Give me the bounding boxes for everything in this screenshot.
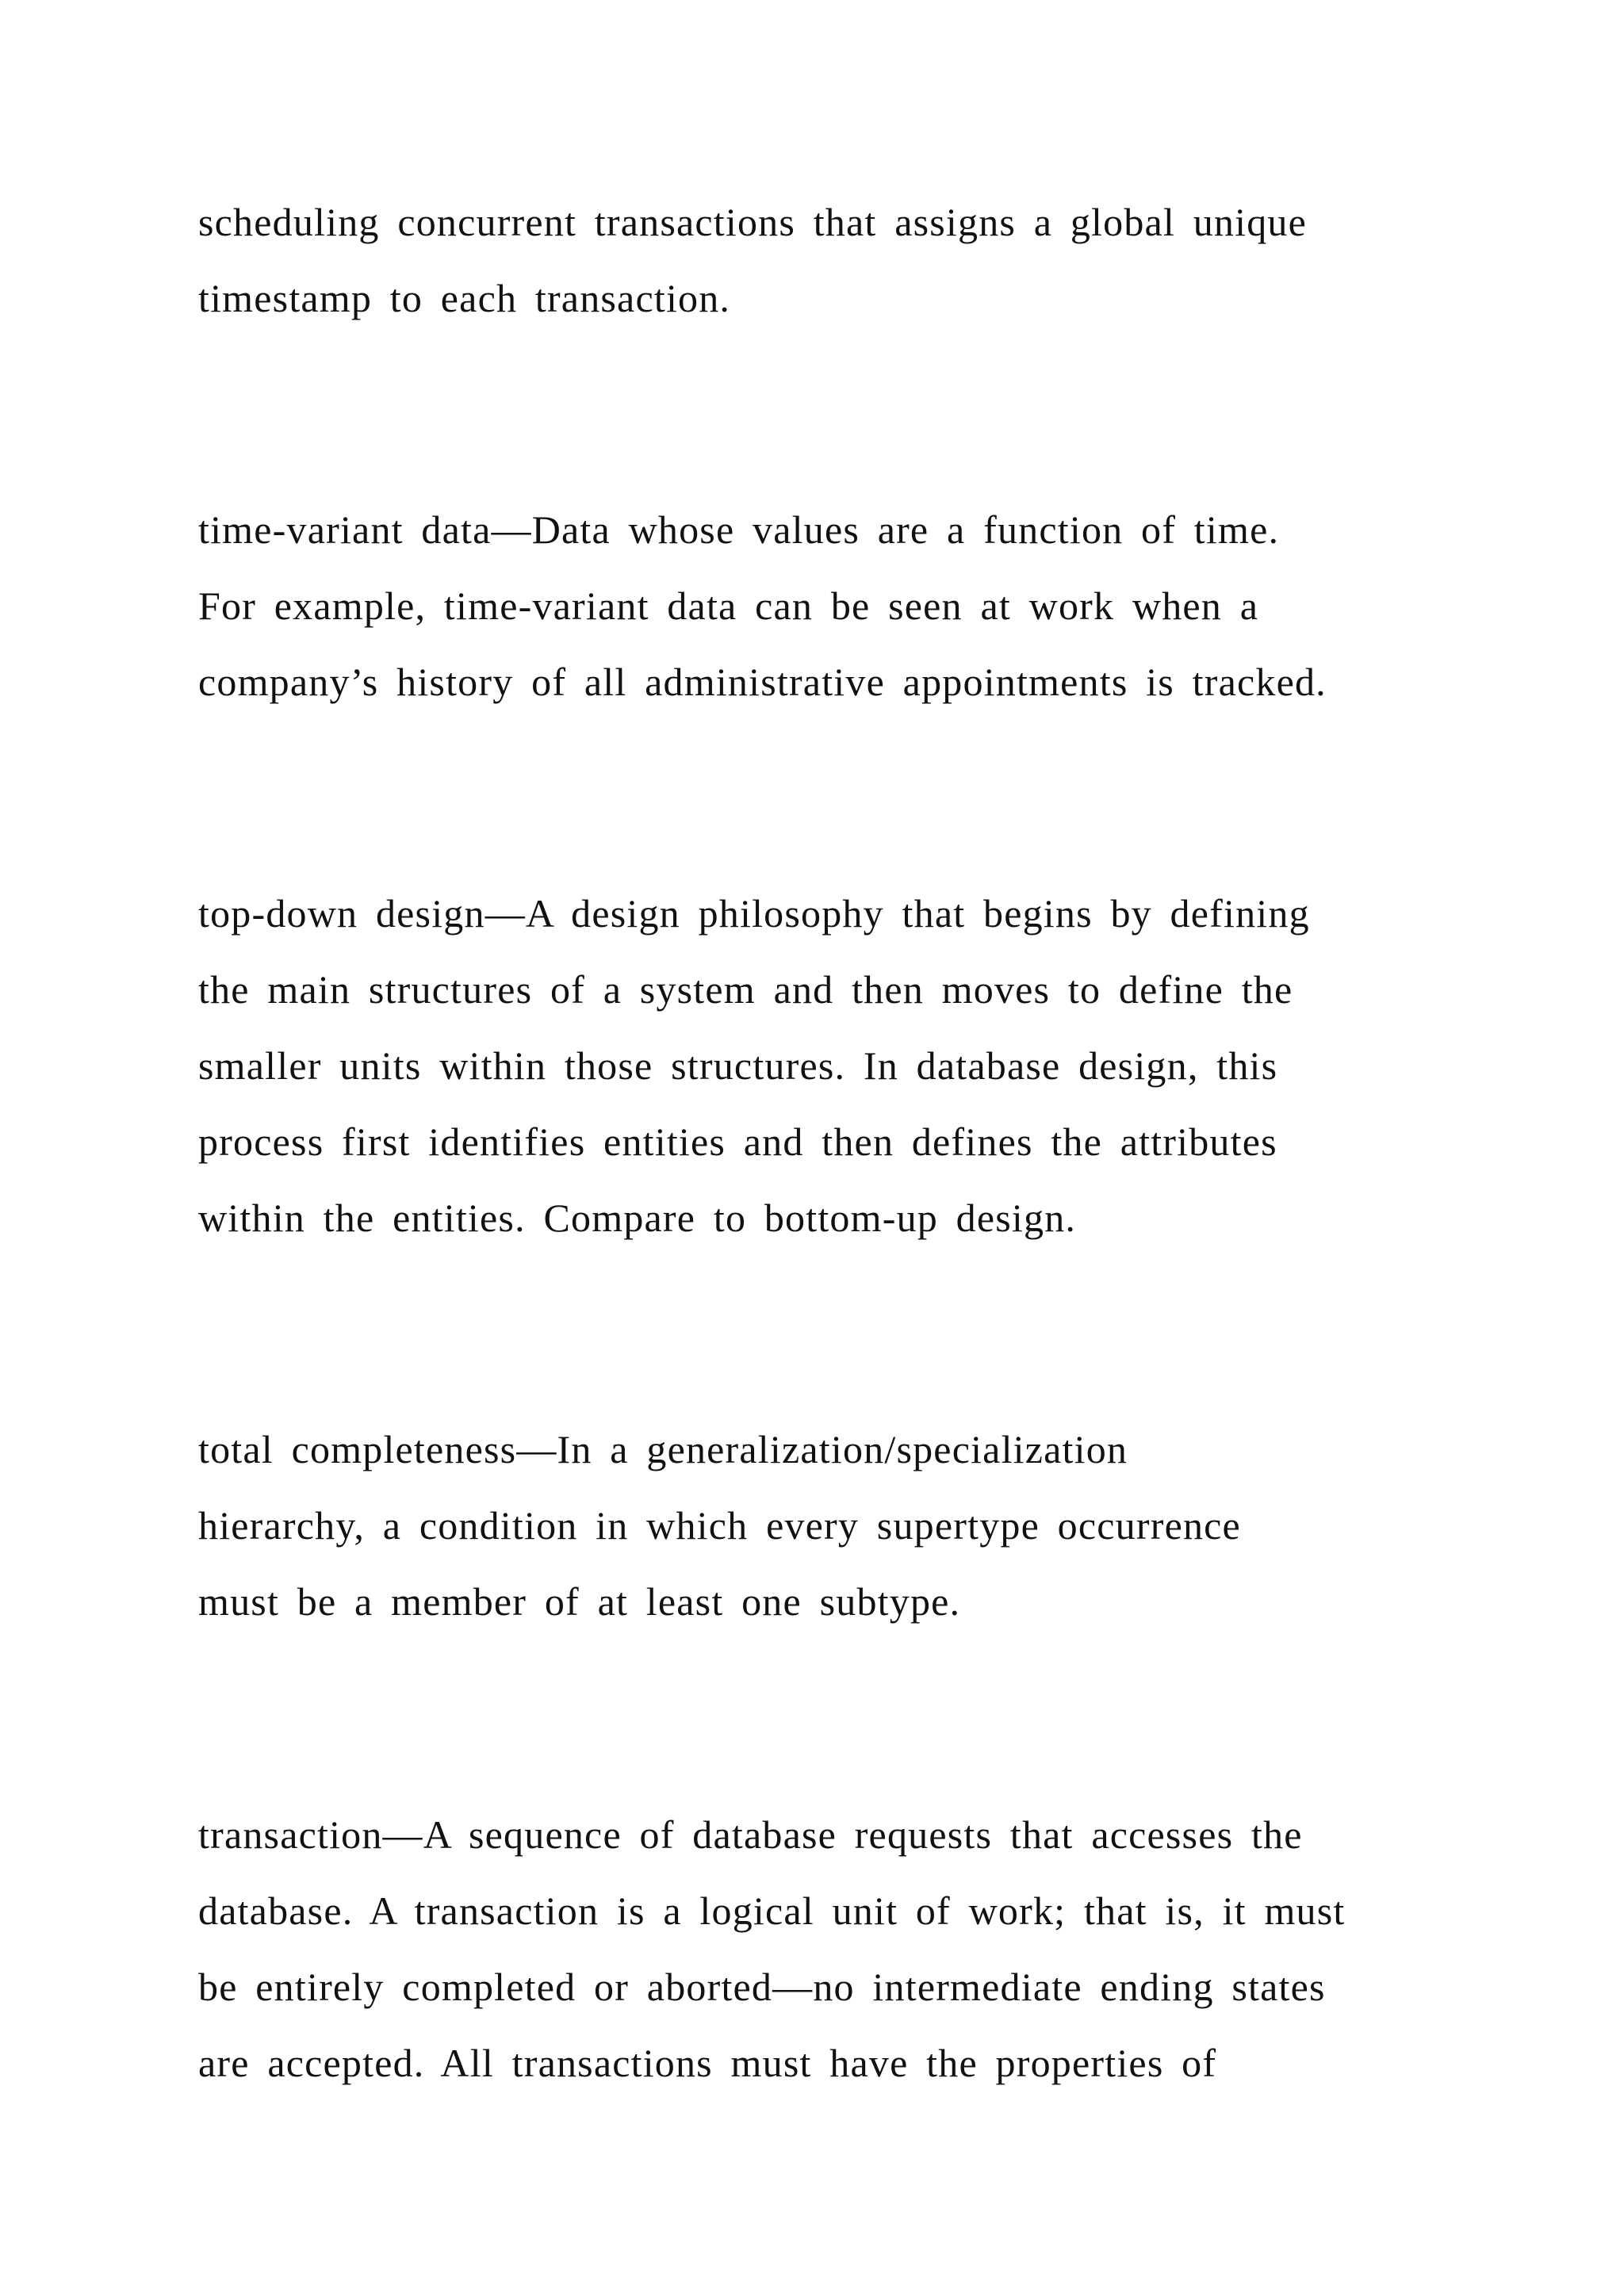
entry-text-line: within the entities. Compare to bottom-up design.: [198, 1196, 1077, 1240]
entry-text-line: top-down design—A design philosophy that begins by defining: [198, 891, 1310, 936]
entry-text-line: the main structures of a system and then moves to define the: [198, 967, 1293, 1012]
entry-text-line: total completeness—In a generalization/specialization: [198, 1427, 1128, 1471]
glossary-entry-top-down-design: [198, 875, 1435, 1256]
entry-text-line: smaller units within those structures. In database design, this: [198, 1043, 1278, 1088]
entry-text-line: hierarchy, a condition in which every supertype occurrence: [198, 1503, 1241, 1548]
entry-text-line: transaction—A sequence of database requests that accesses the: [198, 1812, 1303, 1857]
entry-text-line: time-variant data—Data whose values are a function of time.: [198, 507, 1280, 552]
glossary-entry-time-variant-data: [198, 492, 1435, 720]
entry-text-line: process first identifies entities and then defines the attributes: [198, 1119, 1277, 1164]
entry-text-line: For example, time-variant data can be seen at work when a: [198, 584, 1259, 628]
entry-text-line: timestamp to each transaction.: [198, 276, 731, 320]
entry-text-line: be entirely completed or aborted—no intermediate ending states: [198, 1965, 1326, 2009]
glossary-entry-timestamp-continuation: [198, 184, 1435, 336]
entry-text-line: scheduling concurrent transactions that assigns a global unique: [198, 200, 1307, 244]
entry-text-line: must be a member of at least one subtype.: [198, 1579, 961, 1624]
entry-text-line: database. A transaction is a logical unit of work; that is, it must: [198, 1888, 1346, 1933]
entry-text-line: company’s history of all administrative appointments is tracked.: [198, 660, 1327, 704]
glossary-entry-total-completeness: [198, 1411, 1435, 1640]
entry-text-line: are accepted. All transactions must have the properties of: [198, 2041, 1217, 2085]
glossary-entry-transaction: [198, 1797, 1435, 2101]
